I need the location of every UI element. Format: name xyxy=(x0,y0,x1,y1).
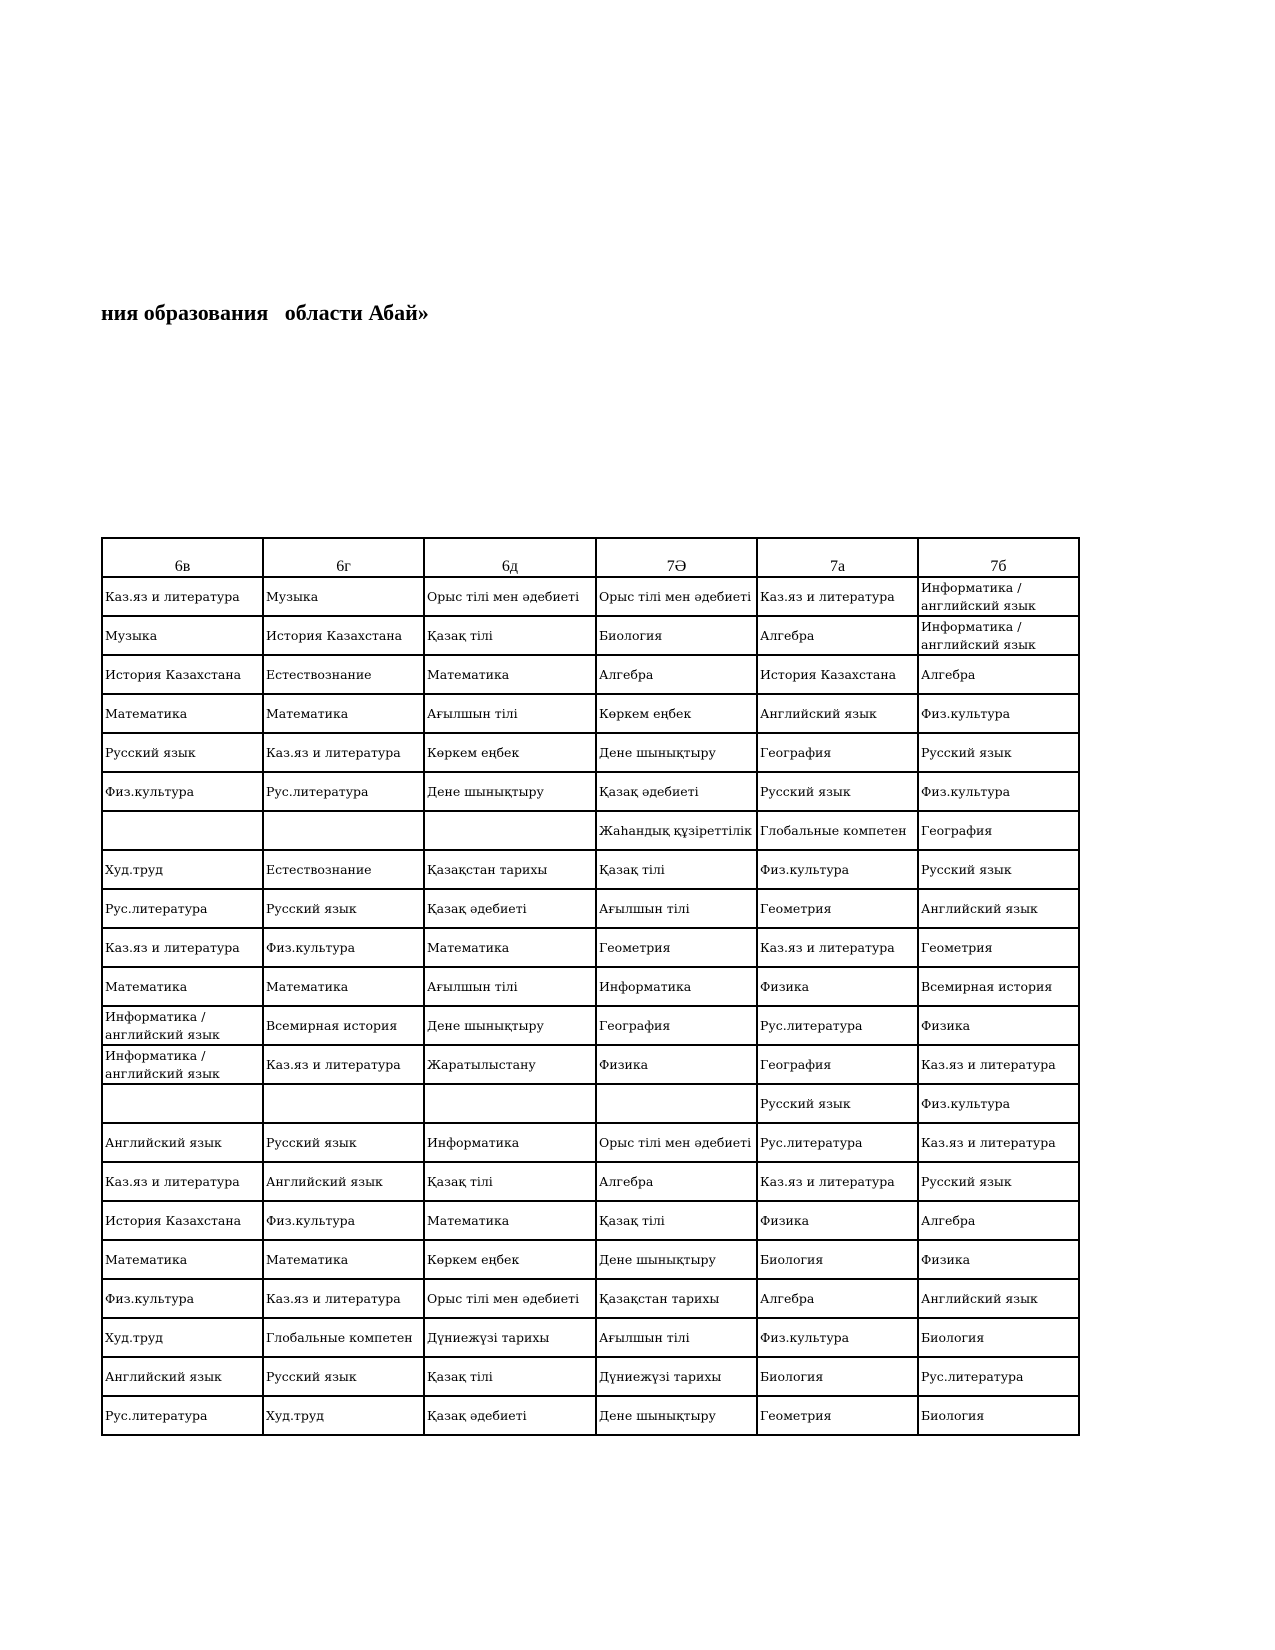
column-header: 6в xyxy=(102,538,263,577)
table-cell: Биология xyxy=(918,1318,1079,1357)
table-row xyxy=(102,811,1079,850)
table-cell: Английский язык xyxy=(102,1357,263,1396)
table-cell: Қазақ әдебиеті xyxy=(424,1396,596,1435)
table-cell: Каз.яз и литература xyxy=(757,1162,918,1201)
table-cell: Математика xyxy=(102,694,263,733)
table-cell: Математика xyxy=(102,967,263,1006)
column-header: 7Ә xyxy=(596,538,757,577)
table-cell: Физ.культура xyxy=(102,1279,263,1318)
table-cell xyxy=(424,1084,596,1123)
table-cell: Английский язык xyxy=(918,1279,1079,1318)
table-row xyxy=(102,1201,1079,1240)
table-cell: Каз.яз и литература xyxy=(757,577,918,616)
table-cell: Дене шынықтыру xyxy=(424,772,596,811)
table-cell: Алгебра xyxy=(757,1279,918,1318)
table-cell: Алгебра xyxy=(596,1162,757,1201)
table-row xyxy=(102,1162,1079,1201)
table-row xyxy=(102,733,1079,772)
document-heading: ния образования области Абай» xyxy=(101,300,429,325)
table-cell: Математика xyxy=(263,1240,424,1279)
table-cell: Геометрия xyxy=(757,889,918,928)
table-cell: Дене шынықтыру xyxy=(424,1006,596,1045)
column-header: 6д xyxy=(424,538,596,577)
table-cell: Глобальные компетен xyxy=(757,811,918,850)
table-cell: Алгебра xyxy=(596,655,757,694)
header-row xyxy=(102,538,1079,577)
table-cell: История Казахстана xyxy=(102,1201,263,1240)
table-cell: Каз.яз и литература xyxy=(263,1045,424,1084)
table-cell: Ағылшын тілі xyxy=(596,1318,757,1357)
table-cell: Дене шынықтыру xyxy=(596,1396,757,1435)
table-cell: Худ.труд xyxy=(102,850,263,889)
schedule-table xyxy=(101,537,1080,1436)
table-cell: Каз.яз и литература xyxy=(757,928,918,967)
table-cell: Алгебра xyxy=(918,655,1079,694)
table-cell: Английский язык xyxy=(918,889,1079,928)
table-cell: Русский язык xyxy=(757,772,918,811)
table-cell: Қазақ тілі xyxy=(596,1201,757,1240)
table-row xyxy=(102,1396,1079,1435)
table-cell: История Казахстана xyxy=(757,655,918,694)
table-row xyxy=(102,655,1079,694)
table-cell: Русский язык xyxy=(263,1123,424,1162)
table-cell: Математика xyxy=(424,1201,596,1240)
table-cell: Физ.культура xyxy=(757,1318,918,1357)
table-cell: География xyxy=(918,811,1079,850)
table-cell xyxy=(263,1084,424,1123)
table-cell: Физ.культура xyxy=(263,928,424,967)
column-header: 6г xyxy=(263,538,424,577)
table-cell: Дене шынықтыру xyxy=(596,1240,757,1279)
table-row xyxy=(102,616,1079,655)
table-cell: Каз.яз и литература xyxy=(102,928,263,967)
table-cell: Қазақ тілі xyxy=(424,616,596,655)
table-row xyxy=(102,694,1079,733)
table-cell: История Казахстана xyxy=(102,655,263,694)
table-cell: Геометрия xyxy=(918,928,1079,967)
table-cell: Математика xyxy=(263,694,424,733)
table-cell: Русский язык xyxy=(918,733,1079,772)
table-cell: История Казахстана xyxy=(263,616,424,655)
table-cell: Естествознание xyxy=(263,850,424,889)
table-cell: Биология xyxy=(918,1396,1079,1435)
table-row xyxy=(102,1084,1079,1123)
table-cell: Русский язык xyxy=(918,1162,1079,1201)
table-row xyxy=(102,772,1079,811)
table-cell: Дүниежүзі тарихы xyxy=(424,1318,596,1357)
table-row xyxy=(102,1045,1079,1084)
table-cell: География xyxy=(596,1006,757,1045)
table-cell: Қазақстан тарихы xyxy=(596,1279,757,1318)
table-cell: Қазақ тілі xyxy=(424,1357,596,1396)
table-cell: География xyxy=(757,733,918,772)
table-cell: Каз.яз и литература xyxy=(918,1123,1079,1162)
table-cell: Рус.литература xyxy=(757,1006,918,1045)
table-cell: Көркем еңбек xyxy=(424,1240,596,1279)
table-cell: Худ.труд xyxy=(102,1318,263,1357)
column-header: 7а xyxy=(757,538,918,577)
table-cell: Орыс тілі мен әдебиеті xyxy=(596,1123,757,1162)
table-cell xyxy=(424,811,596,850)
table-cell: Қазақ тілі xyxy=(596,850,757,889)
table-cell xyxy=(102,811,263,850)
table-cell: Орыс тілі мен әдебиеті xyxy=(596,577,757,616)
table-cell: Рус.литература xyxy=(918,1357,1079,1396)
table-cell: Всемирная история xyxy=(918,967,1079,1006)
table-cell: Информатика / английский язык xyxy=(102,1045,263,1084)
table-cell: Английский язык xyxy=(102,1123,263,1162)
table-cell: Қазақ тілі xyxy=(424,1162,596,1201)
table-cell: Каз.яз и литература xyxy=(918,1045,1079,1084)
table-cell: Ағылшын тілі xyxy=(424,967,596,1006)
table-cell: Физика xyxy=(918,1240,1079,1279)
table-cell: Жаратылыстану xyxy=(424,1045,596,1084)
table-cell: Рус.литература xyxy=(263,772,424,811)
table-row xyxy=(102,1240,1079,1279)
table-cell: Информатика / английский язык xyxy=(102,1006,263,1045)
table-cell: Қазақстан тарихы xyxy=(424,850,596,889)
table-cell xyxy=(263,811,424,850)
table-cell: Математика xyxy=(424,655,596,694)
table-cell xyxy=(596,1084,757,1123)
table-cell: Биология xyxy=(757,1240,918,1279)
table-cell: Биология xyxy=(596,616,757,655)
table-cell: Физ.культура xyxy=(918,694,1079,733)
table-cell: Дене шынықтыру xyxy=(596,733,757,772)
table-row xyxy=(102,1123,1079,1162)
table-cell: Каз.яз и литература xyxy=(263,733,424,772)
table-cell xyxy=(102,1084,263,1123)
table-row xyxy=(102,1279,1079,1318)
table-cell: Физ.культура xyxy=(102,772,263,811)
table-cell: Физика xyxy=(596,1045,757,1084)
table-cell: Геометрия xyxy=(757,1396,918,1435)
table-cell: Физика xyxy=(918,1006,1079,1045)
table-cell: Физ.культура xyxy=(918,1084,1079,1123)
table-cell: Каз.яз и литература xyxy=(263,1279,424,1318)
table-cell: Қазақ әдебиеті xyxy=(424,889,596,928)
table-cell: Көркем еңбек xyxy=(596,694,757,733)
table-cell: Дүниежүзі тарихы xyxy=(596,1357,757,1396)
table-row xyxy=(102,889,1079,928)
table-cell: Ағылшын тілі xyxy=(424,694,596,733)
table-row xyxy=(102,850,1079,889)
table-cell: Жаһандық құзіреттілік xyxy=(596,811,757,850)
table-row xyxy=(102,967,1079,1006)
table-cell: Орыс тілі мен әдебиеті xyxy=(424,577,596,616)
table-cell: Математика xyxy=(102,1240,263,1279)
table-cell: Русский язык xyxy=(263,889,424,928)
table-cell: Каз.яз и литература xyxy=(102,577,263,616)
table-cell: Ағылшын тілі xyxy=(596,889,757,928)
table-cell: Музыка xyxy=(263,577,424,616)
table-cell: Физ.культура xyxy=(263,1201,424,1240)
table-cell: Информатика xyxy=(596,967,757,1006)
table-cell: Музыка xyxy=(102,616,263,655)
table-cell: Геометрия xyxy=(596,928,757,967)
table-cell: География xyxy=(757,1045,918,1084)
table-row xyxy=(102,1318,1079,1357)
table-cell: Всемирная история xyxy=(263,1006,424,1045)
table-row xyxy=(102,928,1079,967)
table-cell: Русский язык xyxy=(757,1084,918,1123)
table-cell: Глобальные компетен xyxy=(263,1318,424,1357)
table-cell: Русский язык xyxy=(918,850,1079,889)
table-cell: Английский язык xyxy=(757,694,918,733)
table-cell: Орыс тілі мен әдебиеті xyxy=(424,1279,596,1318)
table-cell: Математика xyxy=(424,928,596,967)
table-cell: Алгебра xyxy=(918,1201,1079,1240)
table-cell: Физика xyxy=(757,967,918,1006)
table-cell: Естествознание xyxy=(263,655,424,694)
table-cell: Физ.культура xyxy=(918,772,1079,811)
table-cell: Рус.литература xyxy=(757,1123,918,1162)
table-cell: Физика xyxy=(757,1201,918,1240)
table-cell: Русский язык xyxy=(102,733,263,772)
table-row xyxy=(102,577,1079,616)
column-header: 7б xyxy=(918,538,1079,577)
table-cell: Қазақ әдебиеті xyxy=(596,772,757,811)
table-row xyxy=(102,1006,1079,1045)
table-cell: Алгебра xyxy=(757,616,918,655)
table-cell: Биология xyxy=(757,1357,918,1396)
schedule-body xyxy=(102,577,1079,1435)
table-cell: Математика xyxy=(263,967,424,1006)
table-cell: Английский язык xyxy=(263,1162,424,1201)
table-row xyxy=(102,1357,1079,1396)
table-cell: Көркем еңбек xyxy=(424,733,596,772)
table-cell: Русский язык xyxy=(263,1357,424,1396)
table-cell: Рус.литература xyxy=(102,889,263,928)
table-cell: Физ.культура xyxy=(757,850,918,889)
table-cell: Информатика / английский язык xyxy=(918,577,1079,616)
table-cell: Информатика / английский язык xyxy=(918,616,1079,655)
table-cell: Худ.труд xyxy=(263,1396,424,1435)
table-cell: Рус.литература xyxy=(102,1396,263,1435)
table-cell: Информатика xyxy=(424,1123,596,1162)
table-cell: Каз.яз и литература xyxy=(102,1162,263,1201)
